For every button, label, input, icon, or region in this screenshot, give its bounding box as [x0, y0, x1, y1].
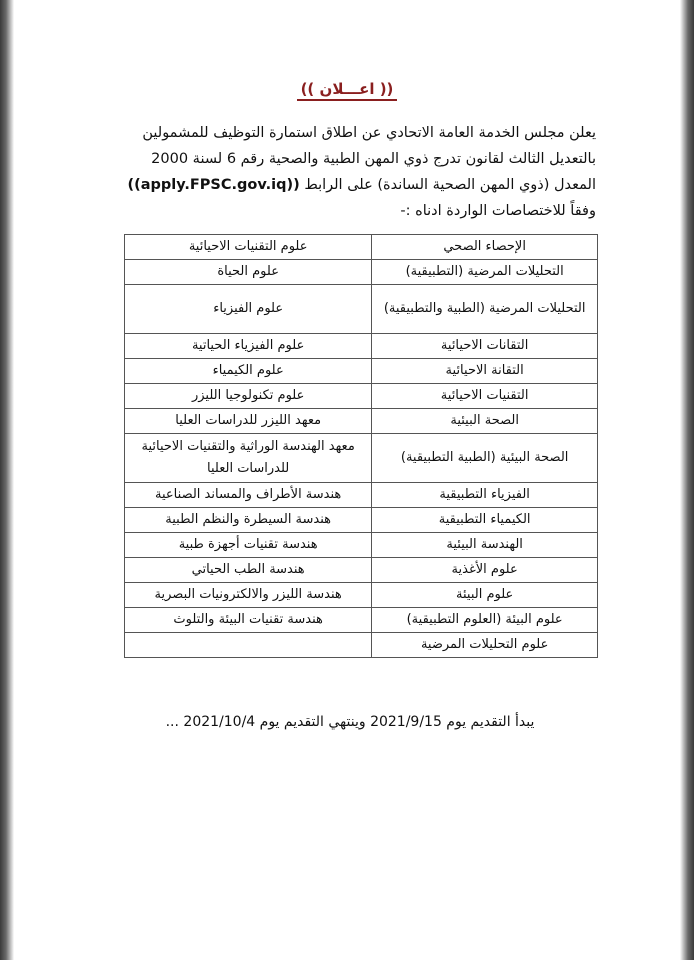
specialty-cell-right: الهندسة البيئية — [372, 533, 598, 558]
table-row — [125, 235, 598, 260]
table-row — [125, 409, 598, 434]
specialty-cell-left: هندسة الأطراف والمساند الصناعية — [125, 483, 372, 508]
announcement-title — [14, 80, 680, 98]
specialty-cell-left: هندسة الليزر والالكترونيات البصرية — [125, 583, 372, 608]
specialty-cell-left: معهد الليزر للدراسات العليا — [125, 409, 372, 434]
specialty-cell-left: علوم التقنيات الاحيائية — [125, 235, 372, 260]
table-row — [125, 633, 598, 658]
table-row — [125, 583, 598, 608]
specialty-cell-right: التقانات الاحيائية — [372, 334, 598, 359]
intro-line-1: يعلن مجلس الخدمة العامة الاتحادي عن اطلاق استمارة التوظيف للمشمولين — [142, 125, 596, 141]
intro-line-3-text: المعدل (ذوي المهن الصحية الساندة) على الرابط — [304, 177, 596, 193]
application-dates: يبدأ التقديم يوم 2021/9/15 وينتهي التقديم يوم 2021/10/4 ... — [165, 714, 535, 730]
specialty-cell-right: الإحصاء الصحي — [372, 235, 598, 260]
table-row — [125, 533, 598, 558]
intro-line-4: وفقاً للاختصاصات الواردة ادناه :- — [400, 203, 596, 219]
specialty-cell-left — [125, 633, 372, 658]
specialty-cell-left: علوم الفيزياء الحياتية — [125, 334, 372, 359]
specialty-cell-right: الكيمياء التطبيقية — [372, 508, 598, 533]
specialty-cell-right: الصحة البيئية — [372, 409, 598, 434]
table-row — [125, 384, 598, 409]
specialty-cell-right: التحليلات المرضية (التطبيقية) — [372, 260, 598, 285]
application-link[interactable]: ((apply.FPSC.gov.iq)) — [127, 177, 300, 193]
specialty-cell-right: علوم التحليلات المرضية — [372, 633, 598, 658]
specialty-cell-left: هندسة الطب الحياتي — [125, 558, 372, 583]
specialties-table — [124, 234, 598, 658]
specialty-cell-left: علوم الحياة — [125, 260, 372, 285]
specialty-cell-right: الصحة البيئية (الطبية التطبيقية) — [372, 434, 598, 483]
specialty-cell-right: علوم البيئة (العلوم التطبيقية) — [372, 608, 598, 633]
table-row — [125, 434, 598, 483]
announcement-title-text: (( اعـــلان )) — [297, 80, 398, 101]
specialty-cell-left: هندسة تقنيات البيئة والتلوث — [125, 608, 372, 633]
intro-line-2: بالتعديل الثالث لقانون تدرج ذوي المهن الطبية والصحية رقم 6 لسنة 2000 — [151, 151, 596, 167]
table-row — [125, 359, 598, 384]
table-row — [125, 558, 598, 583]
specialty-cell-right: التقانة الاحيائية — [372, 359, 598, 384]
specialties-table-body — [125, 235, 598, 658]
specialty-cell-left: علوم تكنولوجيا الليزر — [125, 384, 372, 409]
table-row — [125, 260, 598, 285]
specialty-cell-left: علوم الفيزياء — [125, 285, 372, 334]
specialty-cell-right: الفيزياء التطبيقية — [372, 483, 598, 508]
table-row — [125, 285, 598, 334]
specialty-cell-right: التحليلات المرضية (الطبية والتطبيقية) — [372, 285, 598, 334]
table-row — [125, 483, 598, 508]
specialty-cell-right: علوم البيئة — [372, 583, 598, 608]
specialty-cell-right: علوم الأغذية — [372, 558, 598, 583]
announcement-intro — [104, 120, 596, 224]
specialty-cell-left: هندسة تقنيات أجهزة طبية — [125, 533, 372, 558]
table-row — [125, 608, 598, 633]
intro-line-3 — [104, 172, 596, 198]
specialty-cell-left: معهد الهندسة الوراثية والتقنيات الاحيائية للدراسات العليا — [125, 434, 372, 483]
specialty-cell-left: علوم الكيمياء — [125, 359, 372, 384]
specialty-cell-right: التقنيات الاحيائية — [372, 384, 598, 409]
table-row — [125, 508, 598, 533]
document-sheet — [14, 0, 680, 960]
specialty-cell-left: هندسة السيطرة والنظم الطبية — [125, 508, 372, 533]
table-row — [125, 334, 598, 359]
